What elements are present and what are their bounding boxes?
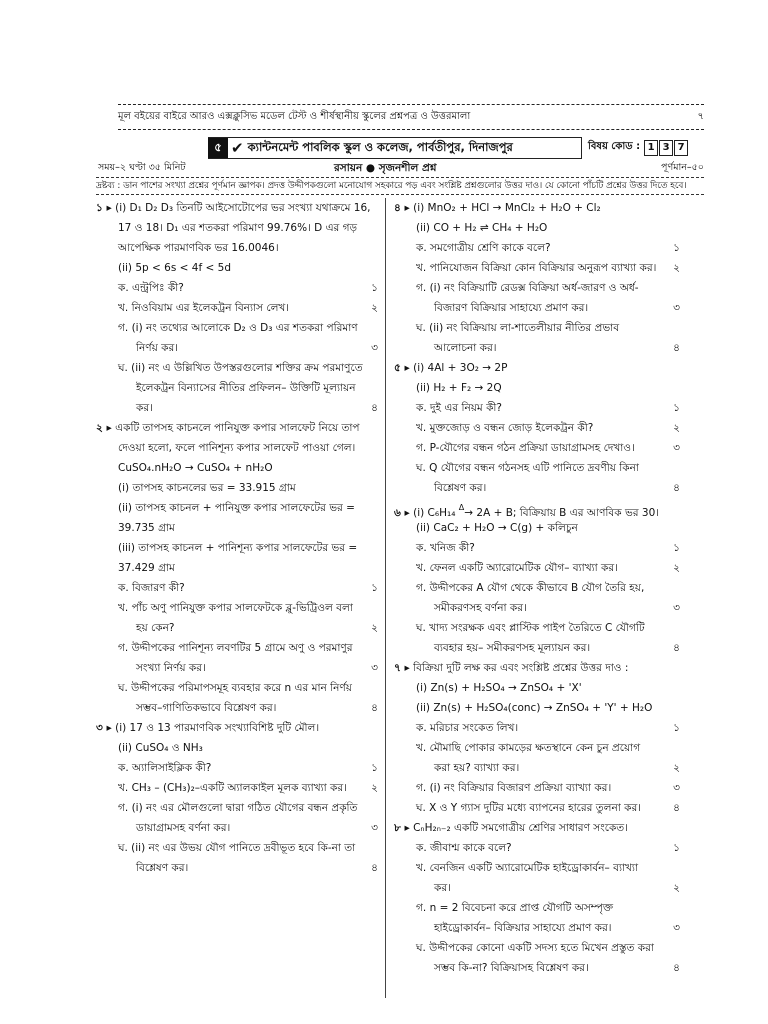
marks: ১ — [673, 542, 680, 554]
marks: ২ — [371, 622, 378, 634]
sub-question-cont — [394, 598, 680, 618]
sub-text: বিজারণ বিক্রিয়ার সাহায্যে প্রমাণ কর। — [434, 302, 589, 314]
q4-line: (ii) CO + H₂ ⇌ CH₄ + H₂O — [416, 222, 548, 234]
exam-subject — [334, 161, 436, 178]
exam-time: সময়–২ ঘণ্টা ৩৫ মিনিট — [98, 162, 186, 173]
q2-line: দেওয়া হলো, ফলে পানিশূন্য কপার সালফেট পাওয়া গেল। — [118, 442, 356, 454]
sub-label: ক. — [416, 402, 427, 414]
sub-text: মরিচার সংকেত লিখ। — [430, 722, 519, 734]
sub-text: ব্যবহার হয়– সমীকরণসহ মূল্যায়ন কর। — [434, 642, 591, 654]
sub-question — [394, 858, 680, 878]
sub-question — [394, 778, 680, 798]
q2-line: (ii) তাপসহ কাচনল + পানিযুক্ত কপার সালফেটের ভর = — [118, 502, 355, 514]
sub-text: মুক্তজোড় ও বন্ধন জোড় ইলেকট্রন কী? — [429, 422, 594, 434]
sub-question-cont — [394, 338, 680, 358]
page-number: ৭ — [697, 110, 704, 122]
sub-text: (ii) নং এর উভয় যৌগ পানিতে দ্রবীভূত হবে কি-না তা — [131, 842, 356, 854]
marks: ৪ — [673, 482, 680, 494]
stem-text: → 2A + B; বিক্রিয়ায় B এর আণবিক ভর 30। — [464, 507, 660, 519]
sub-text: সংখ্যা নির্ণয় কর। — [136, 662, 206, 674]
sub-text: বিশ্লেষণ কর। — [434, 482, 487, 494]
question-number: ২ ▸ — [96, 422, 112, 434]
marks: ৩ — [371, 822, 378, 834]
stem-text: (i) C₆H₁₄ — [413, 507, 456, 519]
marks: ২ — [371, 302, 378, 314]
page-header — [118, 104, 704, 130]
stem-text: (i) MnO₂ + HCl → MnCl₂ + H₂O + Cl₂ — [413, 202, 601, 214]
sub-label: গ. — [118, 642, 129, 654]
marks: ১ — [371, 582, 378, 594]
stem-text: বিক্রিয়া দুটি লক্ষ কর এবং সংশ্লিষ্ট প্রশ্নের উত্তর দাও : — [413, 662, 629, 674]
sub-text: ডায়াগ্রামসহ বর্ণনা কর। — [136, 822, 231, 834]
sub-label: খ. — [416, 262, 427, 274]
sub-question — [394, 538, 680, 558]
marks: ১ — [673, 242, 680, 254]
sub-label: ঘ. — [118, 842, 128, 854]
marks: ১ — [371, 762, 378, 774]
sub-question-cont: ইলেকট্রন বিন্যাসের নীতির প্রফিলন– উক্তিটি মূল্যায়ন — [136, 382, 356, 394]
sub-question-cont — [96, 338, 378, 358]
q1-line: আপেক্ষিক পারমাণবিক ভর 16.0046। — [118, 242, 279, 254]
sub-label: ঘ. — [416, 622, 426, 634]
marks: ৪ — [673, 802, 680, 814]
sub-label: ঘ. — [416, 802, 426, 814]
marks: ৩ — [371, 662, 378, 674]
left-column — [96, 198, 378, 878]
sub-text: জীবাশ্ম কাকে বলে? — [430, 842, 512, 854]
sub-text: CH₃ – (CH₃)₂–একটি অ্যালকাইল মূলক ব্যাখ্যা কর। — [131, 782, 347, 794]
question-number: ৭ ▸ — [394, 662, 410, 674]
q2-line — [96, 418, 378, 438]
sub-text: হাইড্রোকার্বন– বিক্রিয়ার সাহায্যে প্রমাণ কর। — [434, 922, 612, 934]
sub-question — [96, 778, 378, 798]
sub-label: ক. — [416, 842, 427, 854]
sub-text: কর। — [434, 882, 451, 894]
sub-label: ক. — [416, 542, 427, 554]
sub-question-cont — [96, 618, 378, 638]
marks: ৩ — [673, 442, 680, 454]
sub-question — [394, 898, 680, 918]
sub-label: গ. — [416, 582, 427, 594]
sub-text: (ii) নং বিক্রিয়ায় লা-শাতেলীয়ার নীতির প্রভাব — [429, 322, 620, 334]
marks: ২ — [673, 882, 680, 894]
marks: ৪ — [371, 702, 378, 714]
marks: ৪ — [371, 862, 378, 874]
marks: ৩ — [673, 782, 680, 794]
sub-text: উদ্দীপকের পরিমাপসমূহ ব্যবহার করে n এর মান নির্ণয় — [131, 682, 352, 694]
sub-label: গ. — [416, 442, 427, 454]
code-digit: 1 — [644, 140, 658, 156]
sub-text: সম্ভব–গাণিতিকভাবে বিশ্লেষণ কর। — [136, 702, 277, 714]
sub-label: গ. — [118, 322, 129, 334]
sub-label: ক. — [416, 242, 427, 254]
sub-question — [394, 738, 680, 758]
sub-text: এন্ট্রপিঃ কী? — [132, 282, 184, 294]
sub-text: কর। — [136, 402, 153, 414]
sub-label: ক. — [118, 282, 129, 294]
exam-meta — [98, 161, 704, 175]
sub-question — [96, 318, 378, 338]
header-text: মূল বইয়ের বাইরে আরও এক্সক্লুসিভ মডেল টেস্ট ও শীর্ষস্থানীয় স্কুলের প্রশ্নপত্র ও উত্তরমালা — [118, 110, 471, 122]
sub-question — [96, 798, 378, 818]
instruction-note: দ্রষ্টব্য : ডান পাশের সংখ্যা প্রশ্নের পূর্ণমান জ্ঞাপক। প্রদত্ত উদ্দীপকগুলো মনোযোগ সহকারে পড় এবং সংশ্লিষ্ট প্রশ্নগুলোর উত্তর দাও। যে কোনো পাঁচটি প্রশ্নের উত্তর দিতে হবে। — [96, 177, 704, 195]
q3-line: (ii) CuSO₄ ও NH₃ — [118, 742, 203, 754]
sub-text: খনিজ কী? — [430, 542, 475, 554]
q1-line: (ii) 5p < 6s < 4f < 5d — [118, 262, 232, 274]
question-number: ১ ▸ — [96, 202, 112, 214]
sub-label: ঘ. — [416, 322, 426, 334]
sub-question — [394, 398, 680, 418]
sub-text: সম্ভব কি-না? বিক্রিয়াসহ বিশ্লেষণ কর। — [434, 962, 589, 974]
sub-question — [394, 278, 680, 298]
sub-label: খ. — [416, 562, 427, 574]
sub-text: Q যৌগের বন্ধন গঠনসহ এটি পানিতে দ্রবণীয় কিনা — [429, 462, 639, 474]
q7-line — [394, 658, 680, 678]
sub-label: খ. — [118, 302, 129, 314]
q2-line: (i) তাপসহ কাচনলের ভর = 33.915 গ্রাম — [118, 482, 296, 494]
code-digit: 3 — [659, 140, 673, 156]
sub-text: সমীকরণসহ বর্ণনা কর। — [434, 602, 527, 614]
sub-text: দুই এর নিয়ম কী? — [430, 402, 502, 414]
q1-line: 17 ও 18। D₁ এর শতকরা পরিমাণ 99.76%। D এর গড় — [118, 222, 358, 234]
marks: ৩ — [371, 342, 378, 354]
marks: ২ — [673, 562, 680, 574]
sub-label: খ. — [416, 742, 427, 754]
sub-text: উদ্দীপকের কোনো একটি সদস্য হতে মিখেন প্রস্তুত করা — [429, 942, 654, 954]
sub-text: বেনজিন একটি অ্যারোমেটিক হাইড্রোকার্বন– ব্যাখ্যা — [429, 862, 639, 874]
marks: ৩ — [673, 602, 680, 614]
sub-question — [394, 938, 680, 958]
q2-line: 37.429 গ্রাম — [118, 562, 175, 574]
sub-label: খ. — [416, 862, 427, 874]
sub-label: ঘ. — [118, 362, 128, 374]
sub-question — [394, 418, 680, 438]
marks: ১ — [673, 842, 680, 854]
stem-text: (i) 17 ও 13 পারমাণবিক সংখ্যাবিশিষ্ট দুটি মৌল। — [115, 722, 320, 734]
sub-question-cont — [96, 858, 378, 878]
sub-label: ঘ. — [416, 462, 426, 474]
marks: ৩ — [673, 302, 680, 314]
q1-line — [96, 198, 378, 218]
sub-text: (i) নং তথ্যের আলোকে D₂ ও D₃ এর শতকরা পরিমাণ — [131, 322, 358, 334]
sub-question — [96, 598, 378, 618]
marks: ২ — [371, 782, 378, 794]
sub-text: (i) নং বিক্রিয়াটি রেডক্স বিক্রিয়া অর্ধ-জারণ ও অর্ধ- — [429, 282, 639, 294]
sub-question — [96, 358, 378, 378]
marks: ২ — [673, 262, 680, 274]
sub-text: উদ্দীপকের পানিশূন্য লবণটির 5 গ্রামে অণু ও পরমাণুর — [131, 642, 353, 654]
sub-question-cont — [394, 878, 680, 898]
marks: ১ — [673, 722, 680, 734]
sub-question-cont — [394, 638, 680, 658]
sub-question — [96, 578, 378, 598]
sub-text: নিওবিয়াম এর ইলেকট্রন বিন্যাস লেখ। — [131, 302, 290, 314]
q4-line — [394, 198, 680, 218]
exam-number: ৫ — [208, 138, 228, 158]
sub-question — [96, 638, 378, 658]
full-marks: পূর্ণমান–৫০ — [661, 162, 704, 173]
sub-text: অ্যালিসাইক্লিক কী? — [132, 762, 212, 774]
sub-label: গ. — [416, 282, 427, 294]
marks: ৩ — [673, 922, 680, 934]
sub-text: আলোচনা কর। — [434, 342, 497, 354]
sub-text: ফেনল একটি অ্যারোমেটিক যৌগ– ব্যাখ্যা কর। — [429, 562, 618, 574]
sub-text: X ও Y গ্যাস দুটির মধ্যে ব্যাপনের হারের তুলনা কর। — [429, 802, 641, 814]
marks: ১ — [371, 282, 378, 294]
sub-text: নির্ণয় কর। — [136, 342, 179, 354]
sub-question — [394, 258, 680, 278]
sub-text: পানিযোজন বিক্রিয়া কোন বিক্রিয়ার অনুরূপ ব্যাখ্যা কর। — [429, 262, 657, 274]
sub-label: গ. — [118, 802, 129, 814]
question-number: ৪ ▸ — [394, 202, 410, 214]
subject-name: রসায়ন — [334, 162, 363, 174]
subject-code — [588, 139, 688, 156]
marks: ১ — [673, 402, 680, 414]
stem-text: (i) D₁ D₂ D₃ তিনটি আইসোটোপের ভর সংখ্যা যথাক্রমে 16, — [115, 202, 371, 214]
sub-text: n = 2 বিবেচনা করে প্রাপ্ত যৌগটি অসম্পৃক্ত — [429, 902, 614, 914]
q8-line — [394, 818, 680, 838]
sub-text: বিশ্লেষণ কর। — [136, 862, 189, 874]
sub-question — [394, 578, 680, 598]
sub-question-cont — [96, 698, 378, 718]
stem-text: (i) 4Al + 3O₂ → 2P — [413, 362, 508, 374]
sub-question — [394, 458, 680, 478]
sub-text: P-যৌগের বন্ধন গঠন প্রক্রিয়া ডায়াগ্রামসহ দেখাও। — [429, 442, 635, 454]
exam-title-bar — [208, 137, 582, 159]
sub-label: ঘ. — [118, 682, 128, 694]
sub-text: (ii) নং এ উল্লিখিত উপস্তরগুলোর শক্তির ক্রম পরমাণুতে — [131, 362, 363, 374]
sub-label: ক. — [118, 762, 129, 774]
check-icon: ✔ — [231, 139, 244, 157]
sub-label: ক. — [118, 582, 129, 594]
sub-text: মৌমাছি পোকার কামড়ের ক্ষতস্থানে কেন চুন প্রয়োগ — [429, 742, 641, 754]
marks: ২ — [673, 422, 680, 434]
sub-question — [96, 298, 378, 318]
sub-label: খ. — [118, 602, 129, 614]
q7-line: (ii) Zn(s) + H₂SO₄(conc) → ZnSO₄ + 'Y' + H₂O — [416, 702, 653, 714]
q5-line — [394, 358, 680, 378]
sub-label: গ. — [416, 902, 427, 914]
sub-question — [96, 838, 378, 858]
delta-symbol: Δ — [458, 503, 465, 512]
marks: ৪ — [673, 642, 680, 654]
sub-text: (i) নং এর মৌলগুলো দ্বারা গঠিত যৌগের বন্ধন প্রকৃতি — [131, 802, 358, 814]
sub-question-cont — [394, 478, 680, 498]
sub-question-cont — [394, 958, 680, 978]
sub-question-cont — [96, 658, 378, 678]
marks: ৪ — [673, 342, 680, 354]
sub-text: সমগোত্রীয় শ্রেণি কাকে বলে? — [430, 242, 551, 254]
sub-question-cont — [96, 818, 378, 838]
bullet-icon: ● — [365, 162, 376, 174]
right-column — [394, 198, 680, 978]
sub-text: পাঁচ অণু পানিযুক্ত কপার সালফেটকে ব্লু-ভিট্রিওল বলা — [131, 602, 353, 614]
sub-question — [394, 718, 680, 738]
sub-question — [394, 798, 680, 818]
sub-question-cont — [394, 298, 680, 318]
q2-line: (iii) তাপসহ কাচনল + পানিশূন্য কপার সালফেটের ভর = — [118, 542, 358, 554]
sub-text: বিজারণ কী? — [132, 582, 185, 594]
q7-line: (i) Zn(s) + H₂SO₄ → ZnSO₄ + 'X' — [416, 682, 582, 694]
stem-text: CₙH₂ₙ₋₂ একটি সমগোত্রীয় শ্রেণির সাধারণ সংকেত। — [413, 822, 628, 834]
sub-text: করা হয়? ব্যাখ্যা কর। — [434, 762, 520, 774]
sub-question-cont — [394, 758, 680, 778]
question-number: ৮ ▸ — [394, 822, 410, 834]
q6-line — [394, 498, 680, 518]
sub-question — [96, 678, 378, 698]
sub-question — [394, 438, 680, 458]
subject-code-label: বিষয় কোড : — [588, 141, 641, 152]
question-number: ৬ ▸ — [394, 507, 410, 519]
sub-label: খ. — [118, 782, 129, 794]
marks: ৪ — [371, 402, 378, 414]
sub-label: খ. — [416, 422, 427, 434]
sub-question — [394, 618, 680, 638]
sub-text: উদ্দীপকের A যৌগ থেকে কীভাবে B যৌগ তৈরি হয়, — [429, 582, 645, 594]
q3-line — [96, 718, 378, 738]
marks: ৪ — [673, 962, 680, 974]
sub-label: গ. — [416, 782, 427, 794]
sub-text: খাদ্য সংরক্ষক এবং প্লাস্টিক পাইপ তৈরিতে C যৌগটি — [429, 622, 645, 634]
code-digit: 7 — [674, 140, 688, 156]
sub-text: (i) নং বিক্রিয়ার বিজারণ প্রক্রিয়া ব্যাখ্যা কর। — [429, 782, 612, 794]
sub-question — [96, 758, 378, 778]
sub-label: ঘ. — [416, 942, 426, 954]
school-name: ক্যান্টনমেন্ট পাবলিক স্কুল ও কলেজ, পার্বতীপুর, দিনাজপুর — [247, 139, 513, 154]
sub-question-cont — [394, 918, 680, 938]
q2-line: CuSO₄.nH₂O → CuSO₄ + nH₂O — [118, 462, 273, 474]
stem-text: একটি তাপসহ কাচনলে পানিযুক্ত কপার সালফেট নিয়ে তাপ — [115, 422, 360, 434]
question-number: ৫ ▸ — [394, 362, 410, 374]
sub-question — [96, 278, 378, 298]
q2-line: 39.735 গ্রাম — [118, 522, 175, 534]
question-number: ৩ ▸ — [96, 722, 112, 734]
sub-question-cont — [96, 398, 378, 418]
sub-question — [394, 838, 680, 858]
column-divider — [385, 198, 386, 998]
paper-type: সৃজনশীল প্রশ্ন — [378, 162, 437, 174]
sub-label: ক. — [416, 722, 427, 734]
sub-question — [394, 238, 680, 258]
q5-line: (ii) H₂ + F₂ → 2Q — [416, 382, 502, 394]
q6-line: (ii) CaC₂ + H₂O → C(g) + কলিচুন — [416, 522, 578, 534]
sub-question — [394, 318, 680, 338]
marks: ২ — [673, 762, 680, 774]
sub-question — [394, 558, 680, 578]
sub-text: হয় কেন? — [136, 622, 175, 634]
